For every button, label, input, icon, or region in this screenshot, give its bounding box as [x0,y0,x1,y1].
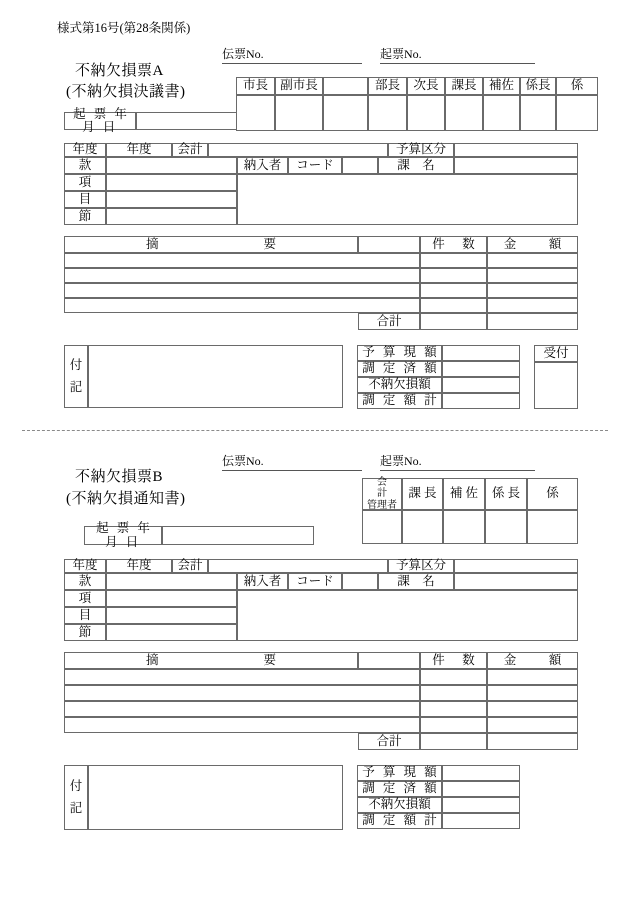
items-header-spacer-b [358,652,420,669]
approval-header-bucho-a: 部長 [368,77,407,95]
approval-stamp-kakaricho-b[interactable] [485,510,527,544]
summary-label-bad-debt-b: 不納欠損額 [357,797,442,813]
approval-header-accounting-manager-line1: 会 計 [377,476,407,500]
items-header-spacer-a [358,236,420,253]
summary-label-assessed-a: 調 定 済 額 [357,361,442,377]
summary-value-assessed-a[interactable] [442,361,520,377]
slip-no-field-b[interactable]: 伝票No. [222,452,362,471]
approval-header-accounting-manager-line2: 管理者 [367,499,397,511]
note-label-char-2: 記 [69,379,83,394]
approval-stamp-mayor-a[interactable] [236,95,275,131]
budget-account-label-b: 会計 [172,559,208,573]
budget-row-label-kan-b: 款 [64,573,106,590]
items-header-description-b: 摘 要 [64,652,358,669]
summary-value-assessed-total-a[interactable] [442,393,520,409]
approval-header-blank-a [323,77,368,95]
section-name-input-a[interactable] [454,157,578,174]
summary-label-budget-amount-b: 予 算 現 額 [357,765,442,781]
items-header-amount-b: 金 額 [487,652,578,669]
approval-header-mayor-a: 市長 [236,77,275,95]
items-row-description-1-b[interactable] [64,669,420,685]
slip-no-field-a[interactable]: 伝票No. [222,45,362,64]
summary-value-budget-amount-b[interactable] [442,765,520,781]
items-row-amount-3-b[interactable] [487,701,578,717]
budget-year-value-b[interactable]: 年度 [106,559,172,573]
items-row-amount-4-b[interactable] [487,717,578,733]
code-input-b[interactable] [342,573,378,590]
items-row-description-3-a[interactable] [64,283,420,298]
items-row-amount-3-a[interactable] [487,283,578,298]
approval-stamp-kakari-b[interactable] [527,510,578,544]
items-row-amount-2-a[interactable] [487,268,578,283]
form-b-subtitle: (不納欠損通知書) [66,491,186,507]
note-input-a[interactable] [88,345,343,408]
approval-stamp-kacho-a[interactable] [445,95,483,131]
draft-no-field-a[interactable]: 起票No. [380,45,535,64]
summary-label-budget-amount-a: 予 算 現 額 [357,345,442,361]
budget-row-input-setsu-b[interactable] [106,624,237,641]
form-divider [22,430,608,431]
form-b-title: 不納欠損票B [75,469,164,485]
approval-stamp-deputy-mayor-a[interactable] [275,95,323,131]
items-row-amount-4-a[interactable] [487,298,578,313]
approval-stamp-jicho-a[interactable] [407,95,445,131]
items-row-count-2-a[interactable] [420,268,487,283]
items-header-count-a: 件 数 [420,236,487,253]
budget-row-label-ko-b: 項 [64,590,106,607]
items-row-amount-2-b[interactable] [487,685,578,701]
items-row-amount-1-a[interactable] [487,253,578,268]
code-label-a: コード [288,157,342,174]
form-a-title: 不納欠損票A [75,63,164,79]
payer-detail-area-b[interactable] [237,590,578,641]
items-row-description-2-b[interactable] [64,685,420,701]
budget-row-input-kan-a[interactable] [106,157,237,174]
approval-header-jicho-a: 次長 [407,77,445,95]
items-row-count-1-b[interactable] [420,669,487,685]
items-row-description-3-b[interactable] [64,701,420,717]
approval-header-hosa-a: 補佐 [483,77,520,95]
budget-row-label-moku-b: 目 [64,607,106,624]
draft-date-input-b[interactable] [162,526,314,545]
approval-header-deputy-mayor-a: 副市長 [275,77,323,95]
items-row-count-3-a[interactable] [420,283,487,298]
approval-stamp-kakaricho-a[interactable] [520,95,556,131]
approval-stamp-hosa-a[interactable] [483,95,520,131]
items-row-description-4-b[interactable] [64,717,420,733]
budget-row-input-kan-b[interactable] [106,573,237,590]
receipt-stamp-area-a[interactable] [534,362,578,409]
approval-header-kakaricho-b: 係 長 [485,478,527,510]
budget-account-label-a: 会計 [172,143,208,157]
budget-year-value-a[interactable]: 年度 [106,143,172,157]
budget-year-label-b: 年度 [64,559,106,573]
approval-header-kakaricho-a: 係長 [520,77,556,95]
summary-value-assessed-b[interactable] [442,781,520,797]
summary-value-assessed-total-b[interactable] [442,813,520,829]
items-row-description-4-a[interactable] [64,298,420,313]
items-row-count-3-b[interactable] [420,701,487,717]
draft-date-label-a: 起 票 年 月 日 [64,112,136,130]
approval-header-accounting-manager-b [362,476,407,511]
section-name-label-a: 課 名 [378,157,454,174]
summary-label-bad-debt-a: 不納欠損額 [357,377,442,393]
section-name-input-b[interactable] [454,573,578,590]
budget-row-label-setsu-b: 節 [64,624,106,641]
items-total-count-b[interactable] [420,733,487,750]
items-row-count-4-a[interactable] [420,298,487,313]
items-total-label-b: 合計 [358,733,420,750]
note-label-char-1: 付 [69,358,83,373]
form-a-subtitle: (不納欠損決議書) [66,84,186,100]
budget-row-label-ko-a: 項 [64,174,106,191]
budget-row-input-ko-b[interactable] [106,590,237,607]
items-row-description-1-a[interactable] [64,253,420,268]
budget-row-label-moku-a: 目 [64,191,106,208]
note-input-b[interactable] [88,765,343,830]
budget-account-input-a[interactable] [208,143,388,157]
budget-division-label-b: 予算区分 [388,559,454,573]
budget-division-input-a[interactable] [454,143,578,157]
budget-division-label-a: 予算区分 [388,143,454,157]
draft-no-field-b[interactable]: 起票No. [380,452,535,471]
payer-label-b: 納入者 [237,573,288,590]
approval-stamp-accounting-manager-b[interactable] [362,510,402,544]
note-label-char-2-b: 記 [69,800,83,815]
budget-row-label-setsu-a: 節 [64,208,106,225]
items-row-count-2-b[interactable] [420,685,487,701]
budget-division-input-b[interactable] [454,559,578,573]
items-header-description-a: 摘 要 [64,236,358,253]
summary-value-bad-debt-a[interactable] [442,377,520,393]
approval-stamp-kakari-a[interactable] [556,95,598,131]
budget-row-input-ko-a[interactable] [106,174,237,191]
note-label-char-1-b: 付 [69,778,83,793]
code-input-a[interactable] [342,157,378,174]
budget-row-input-setsu-a[interactable] [106,208,237,225]
approval-header-hosa-b: 補 佐 [443,478,485,510]
items-total-count-a[interactable] [420,313,487,330]
budget-account-input-b[interactable] [208,559,388,573]
approval-stamp-bucho-a[interactable] [368,95,407,131]
items-row-amount-1-b[interactable] [487,669,578,685]
approval-stamp-kacho-b[interactable] [402,510,443,544]
summary-value-bad-debt-b[interactable] [442,797,520,813]
items-row-count-4-b[interactable] [420,717,487,733]
code-label-b: コード [288,573,342,590]
items-header-count-b: 件 数 [420,652,487,669]
approval-header-kakari-b: 係 [527,478,578,510]
note-label-b [64,765,88,830]
payer-detail-area-a[interactable] [237,174,578,225]
summary-label-assessed-b: 調 定 済 額 [357,781,442,797]
items-total-label-a: 合計 [358,313,420,330]
items-header-amount-a: 金 額 [487,236,578,253]
approval-stamp-hosa-b[interactable] [443,510,485,544]
note-label-a [64,345,88,408]
approval-header-kacho-b: 課 長 [402,478,443,510]
receipt-label-a: 受付 [534,345,578,362]
items-total-amount-b[interactable] [487,733,578,750]
approval-header-kacho-a: 課長 [445,77,483,95]
payer-label-a: 納入者 [237,157,288,174]
budget-row-label-kan-a: 款 [64,157,106,174]
summary-value-budget-amount-a[interactable] [442,345,520,361]
budget-year-label-a: 年度 [64,143,106,157]
budget-row-input-moku-a[interactable] [106,191,237,208]
items-row-count-1-a[interactable] [420,253,487,268]
items-total-amount-a[interactable] [487,313,578,330]
approval-header-kakari-a: 係 [556,77,598,95]
budget-row-input-moku-b[interactable] [106,607,237,624]
sheet-identifier: 様式第16号(第28条関係) [57,21,191,35]
summary-label-assessed-total-b: 調 定 額 計 [357,813,442,829]
draft-date-input-a[interactable] [136,112,237,130]
section-name-label-b: 課 名 [378,573,454,590]
summary-label-assessed-total-a: 調 定 額 計 [357,393,442,409]
draft-date-label-b: 起 票 年 月 日 [84,526,162,545]
items-row-description-2-a[interactable] [64,268,420,283]
approval-stamp-blank-a[interactable] [323,95,368,131]
